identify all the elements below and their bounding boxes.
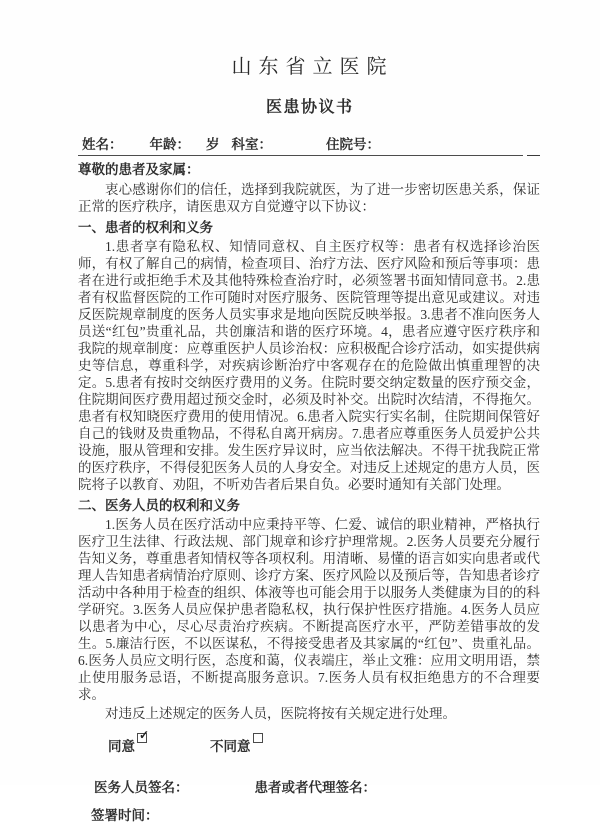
salutation: 尊敬的患者及家属： <box>78 162 200 177</box>
patient-info-line <box>78 133 523 156</box>
hospital-name-title: 山东省立医院 <box>231 56 394 78</box>
name-field[interactable] <box>123 136 150 150</box>
agree-label: 同意 <box>108 739 135 754</box>
signature-row <box>78 776 540 796</box>
age-unit-label: 岁 <box>206 137 220 152</box>
intro-paragraph: 衷心感谢你们的信任，选择到我院就医，为了进一步密切医患关系，保证正常的医疗秩序，请医患双方自觉遵守以下协议： <box>78 182 540 214</box>
trailing-underline-dash <box>527 142 540 156</box>
age-unit-gap <box>220 136 232 150</box>
age-label: 年龄： <box>149 137 190 152</box>
section2-body: 1.医务人员在医疗活动中应秉持平等、仁爱、诚信的职业精神，严格执行医疗卫生法律、行政法规、部门规章和诊疗护理常规。2.医务人员要充分履行告知义务，尊重患者知情权等各项权利。用清晰、易懂的语言如实向患者或代理人告知患者病情治疗原则、诊疗方案、医疗风险以及预后等，告知患者诊疗活动中各种用于检查的组织、体液等也可能会用于以服务人类健康为目的的科学研究。3.医务人员应保护患者隐私权，执行保护性医疗措施。4.医务人员应以患者为中心，尽心尽责治疗疾病。不断提高医疗水平，严防差错事故的发生。5.廉洁行医，不以医谋私，不得接受患者及其家属的“红包”、贵重礼品。6.医务人员应文明行医，态度和蔼，仪表端庄，举止文雅：应用文明用语，禁止使用服务忌语，不断提高服务意识。7.医务人员有权拒绝患方的不合理要求。 <box>78 517 540 702</box>
admission-no-label: 住院号： <box>326 137 380 152</box>
disagree-checkbox[interactable] <box>253 733 263 743</box>
patient-signature-label: 患者或者代理签名： <box>254 780 376 795</box>
staff-signature-label: 医务人员签名： <box>94 780 189 795</box>
admission-no-field[interactable] <box>380 136 523 150</box>
check-mark-icon: ✓ <box>138 728 150 742</box>
consent-row <box>78 728 540 755</box>
patient-info-row <box>78 133 540 156</box>
section1-heading: 一、患者的权利和义务 <box>78 220 213 235</box>
signing-date-label: 签署时间： <box>91 808 159 823</box>
department-field[interactable] <box>272 136 326 150</box>
document-title: 医患协议书 <box>265 99 354 116</box>
agree-option <box>108 728 150 755</box>
staff-signature-field[interactable] <box>189 776 255 796</box>
disagree-option <box>210 735 263 755</box>
age-field[interactable] <box>190 136 206 150</box>
name-label: 姓名： <box>82 137 123 152</box>
signing-date-row <box>78 804 540 824</box>
section2-closing: 对违反上述规定的医务人员，医院将按有关规定进行处理。 <box>105 706 456 721</box>
section2-heading: 二、医务人员的权利和义务 <box>78 498 240 513</box>
agree-checkbox[interactable] <box>137 728 150 743</box>
disagree-label: 不同意 <box>210 739 251 754</box>
section1-body: 1.患者享有隐私权、知情同意权、自主医疗权等：患者有权选择诊治医师，有权了解自己的病情，检查项目、治疗方法、医疗风险和预后等事项：患者在进行或拒绝手术及其他特殊检查治疗时，必须签署书面知情同意书。2.患者有权监督医院的工作可随时对医疗服务、医院管理等提出意见或建议。对违反医院规章制度的医务人员实事求是地向医院反映举报。3.患者不准向医务人员送“红包”贵重礼品，共创廉洁和谐的医疗环境。4，患者应遵守医疗秩序和我院的规章制度：应尊重医护人员诊治权：应积极配合诊疗活动，如实提供病史等信息，尊重科学，对疾病诊断治疗中客观存在的危险做出慎重理智的决定。5.患者有按时交纳医疗费用的义务。住院时要交纳定数量的医疗预交金，住院期间医疗费用超过预交金时，必须及时补交。出院时次结清，不得拖欠。患者有权知晓医疗费用的使用情况。6.患者入院实行实名制，住院期间保管好自己的钱财及贵重物品，不得私自离开病房。7.患者应尊重医务人员爱护公共设施，服从管理和安排。发生医疗异议时，应当依法解决。不得干扰我院正常的医疗秩序，不得侵犯医务人员的人身安全。对违反上述规定的患方人员，医院将子以教育、劝阻，不听劝告者后果自负。必要时通知有关部门处理。 <box>78 239 540 492</box>
department-label: 科室： <box>231 137 272 152</box>
